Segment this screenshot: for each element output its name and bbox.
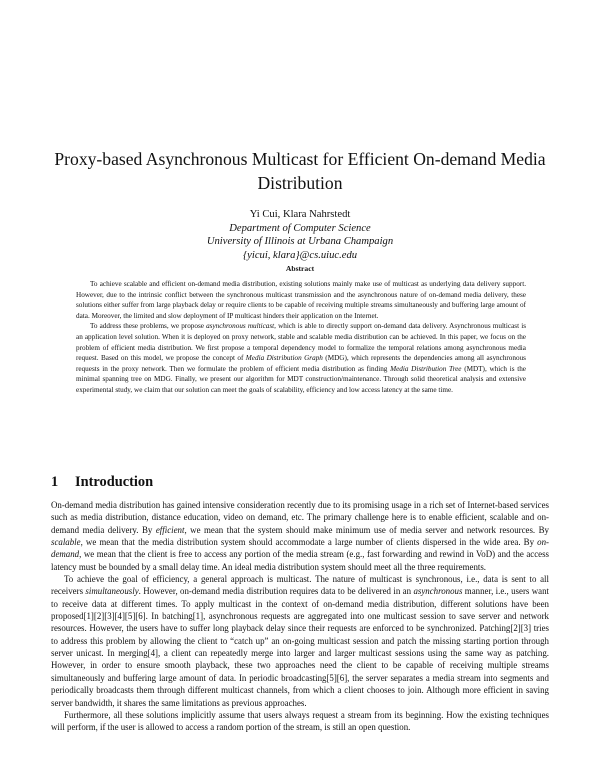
abstract-paragraph-2: To address these problems, we propose asynchronous multicast, which is able to directly support on-demand data delivery. Asynchronous multicast is an application level solution. When it is deployed on proxy network, stable and scalable media distribution can be achieved. In this paper, we focus on the problem of efficient media distribution. We first propose a temporal dependency model to formalize the temporal relations among asynchronous media request. Based on this model, we propose the concept of Media Distribution Graph (MDG), which represents the dependencies among all asynchronous requests in the proxy network. Then we formulate the problem of efficient media distribution as finding Media Distribution Tree (MDT), which is the minimal spanning tree on MDG. Finally, we present our algorithm for MDT construction/maintenance. Through solid theoretical analysis and extensive experimental study, we claim that our solution can meet the goals of scalability, efficiency and low access latency at the same time. — [76, 322, 526, 394]
intro-paragraph-3: Furthermore, all these solutions implicitly assume that users always request a stream from its beginning. How the existing techniques will perform, if the user is allowed to access a random portion of the stream, is still an open question. — [51, 709, 549, 733]
author-names: Yi Cui, Klara Nahrstedt — [249, 209, 351, 220]
abstract-paragraph-1: To achieve scalable and efficient on-demand media distribution, existing solutions mainly make use of multicast as underlying data delivery support. However, due to the intrinsic conflict between the synchronous multicast transmission and the asynchronous nature of on-demand media delivery, these solutions either suffer from large playback delay or require clients to be capable of receiving multiple streams simultaneously and buffering large amount of data. Moreover, the limited and slow deployment of IP multicast hinders their application on the Internet. — [76, 280, 526, 320]
abstract-heading: Abstract — [285, 264, 315, 273]
intro-paragraph-2: To achieve the goal of efficiency, a general approach is multicast. The nature of multicast is synchronous, i.e., data is sent to all receivers simultaneously. However, on-demand media distribution requires data to be delivered in an asynchronous manner, i.e., users want to receive data at different times. To apply multicast in the context of on-demand media distribution, different solutions have been proposed[1][2][3][4][5][6]. In batching[1], asynchronous requests are aggregated into one multicast session to save server and network resources. However, the users have to suffer long playback delay since their requests are enforced to be synchronized. Patching[2][3] tries to address this problem by allowing the client to “catch up” an on-going multicast session and patch the missing starting portion through server unicast. In merging[4], a client can repeatedly merge into larger and larger multicast sessions using the same way as patching. However, in order to ensure smooth playback, these two approaches need the client to be capable of receiving multiple streams simultaneously and buffering large amount of data. In periodic broadcasting[5][6], the server separates a media stream into segments and periodically broadcasts them through different multicast channels, from which a client chooses to join. Although more efficient in saving server bandwidth, it shares the same limitations as previous approaches. — [51, 574, 550, 708]
introduction-body — [51, 499, 549, 734]
section-number: 1 — [51, 474, 59, 490]
author-email: {yicui, klara}@cs.uiuc.edu — [242, 249, 358, 261]
paper-title: Proxy-based Asynchronous Multicast for Efficient On-demand Media Distribution — [54, 149, 546, 193]
author-university: University of Illinois at Urbana Champaign — [206, 236, 394, 248]
abstract-body — [76, 279, 526, 396]
intro-paragraph-1: On-demand media distribution has gained intensive consideration recently due to its promising usage in a rich set of Internet-based services such as media distribution, distance education, video on demand, etc. The primary challenge here is to enable efficient, scalable and on-demand media delivery. By efficient, we mean that the system should make minimum use of media server and network resources. By scalable, we mean that the media distribution system should accommodate a large number of clients dispersed in the wide area. By on-demand, we mean that the client is free to access any portion of the media stream (e.g., fast forwarding and rewind in VoD) and the access latency must be bounded by a small delay time. An ideal media distribution system should meet all the three requirements. — [51, 500, 549, 572]
author-department: Department of Computer Science — [229, 222, 371, 234]
section-heading — [51, 474, 153, 491]
author-block — [40, 208, 560, 262]
section-title: Introduction — [75, 474, 154, 490]
